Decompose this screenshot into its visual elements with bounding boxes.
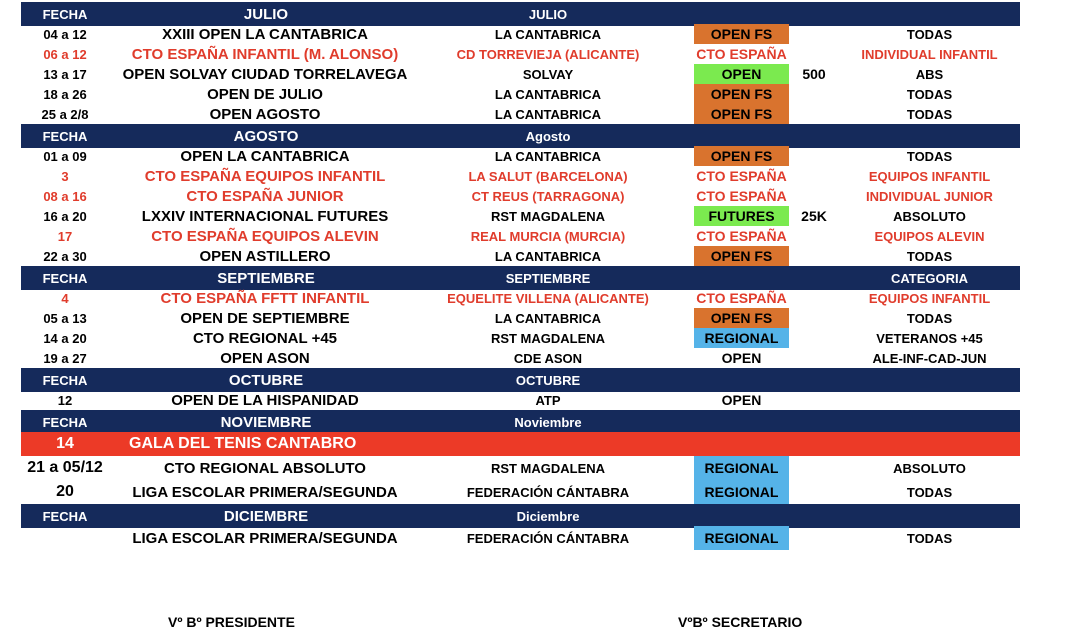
event-date: 4	[61, 290, 69, 306]
event-participants: ABSOLUTO	[893, 460, 966, 476]
event-name: OPEN DE JULIO	[207, 85, 323, 103]
event-name: OPEN DE LA HISPANIDAD	[171, 391, 359, 409]
header-month-label: SEPTIEMBRE	[217, 269, 315, 287]
event-row	[21, 288, 1020, 308]
event-category-badge: OPEN FS	[694, 246, 789, 266]
event-date: 13 a 17	[43, 66, 87, 82]
header-date-label: FECHA	[42, 270, 88, 286]
event-category-badge: OPEN	[721, 392, 762, 408]
header-month-label: AGOSTO	[233, 127, 299, 145]
event-extra	[789, 146, 839, 166]
event-participants	[839, 390, 1020, 410]
event-row	[21, 348, 1020, 368]
event-row	[21, 328, 1020, 348]
event-venue: ATP	[535, 392, 561, 408]
event-extra	[789, 104, 839, 124]
event-category-badge: REGIONAL	[694, 480, 789, 504]
event-row	[21, 246, 1020, 266]
event-category-badge: OPEN FS	[694, 24, 789, 44]
event-participants: INDIVIDUAL INFANTIL	[861, 46, 998, 62]
event-date: 21 a 05/12	[27, 459, 103, 476]
event-venue: LA CANTABRICA	[494, 86, 602, 102]
event-venue: LA CANTABRICA	[494, 106, 602, 122]
event-category-badge: OPEN FS	[694, 104, 789, 124]
event-venue: FEDERACIÓN CÁNTABRA	[466, 484, 630, 500]
event-participants: EQUIPOS ALEVIN	[874, 228, 985, 244]
event-name: CTO REGIONAL ABSOLUTO	[164, 459, 366, 477]
header-month-label: DICIEMBRE	[223, 507, 309, 525]
event-venue: SOLVAY	[522, 66, 574, 82]
event-name: CTO ESPAÑA EQUIPOS INFANTIL	[144, 167, 386, 185]
event-date: 08 a 16	[43, 188, 87, 204]
event-row	[21, 206, 1020, 226]
event-participants: TODAS	[906, 310, 953, 326]
event-participants: INDIVIDUAL JUNIOR	[866, 188, 993, 204]
event-participants: TODAS	[906, 530, 953, 546]
event-extra	[789, 348, 839, 368]
event-venue: LA CANTABRICA	[494, 310, 602, 326]
event-category-badge: OPEN FS	[694, 84, 789, 104]
event-category-badge: CTO ESPAÑA	[696, 188, 787, 204]
header-place-label: OCTUBRE	[515, 372, 581, 388]
event-category-badge: CTO ESPAÑA	[696, 228, 787, 244]
gala-date: 14	[56, 435, 74, 452]
event-venue: CD TORREVIEJA (ALICANTE)	[456, 46, 640, 62]
event-participants: EQUIPOS INFANTIL	[868, 168, 991, 184]
event-venue: REAL MURCIA (MURCIA)	[470, 228, 626, 244]
event-venue: LA CANTABRICA	[494, 148, 602, 164]
header-category-label	[839, 504, 1020, 528]
event-extra	[789, 246, 839, 266]
event-participants: TODAS	[906, 86, 953, 102]
header-place-label: JULIO	[528, 6, 568, 22]
header-place-label: Diciembre	[516, 508, 580, 524]
event-venue: LA CANTABRICA	[494, 26, 602, 42]
event-name: LIGA ESCOLAR PRIMERA/SEGUNDA	[132, 529, 398, 547]
event-row	[21, 146, 1020, 166]
event-participants: TODAS	[906, 484, 953, 500]
event-participants: ALE-INF-CAD-JUN	[872, 350, 987, 366]
event-participants: EQUIPOS INFANTIL	[868, 290, 991, 306]
event-row	[21, 104, 1020, 124]
event-row	[21, 186, 1020, 206]
secretary-signature-label: VºBº SECRETARIO	[678, 614, 803, 630]
event-participants: VETERANOS +45	[876, 330, 983, 346]
president-signature-label: Vº Bº PRESIDENTE	[168, 614, 295, 630]
header-place-label: Noviembre	[514, 414, 582, 430]
event-venue: LA SALUT (BARCELONA)	[468, 168, 628, 184]
event-date: 3	[61, 168, 69, 184]
event-name: CTO ESPAÑA FFTT INFANTIL	[160, 289, 370, 307]
event-venue: CDE ASON	[513, 350, 583, 366]
event-name: OPEN AGOSTO	[209, 105, 321, 123]
event-name: LIGA ESCOLAR PRIMERA/SEGUNDA	[132, 483, 398, 501]
event-name: XXIII OPEN LA CANTABRICA	[162, 25, 368, 43]
event-date: 14 a 20	[43, 330, 87, 346]
event-date: 16 a 20	[43, 208, 87, 224]
event-name: CTO ESPAÑA JUNIOR	[186, 187, 344, 205]
event-venue: EQUELITE VILLENA (ALICANTE)	[447, 290, 649, 306]
event-venue: RST MAGDALENA	[490, 208, 606, 224]
event-participants: ABS	[915, 66, 944, 82]
event-date: 05 a 13	[43, 310, 87, 326]
event-row	[21, 24, 1020, 44]
event-category-badge: REGIONAL	[694, 328, 789, 348]
event-row	[21, 308, 1020, 328]
event-name: LXXIV INTERNACIONAL FUTURES	[141, 207, 389, 225]
gala-row	[21, 432, 1020, 456]
event-extra	[789, 480, 839, 504]
header-category-label	[839, 368, 1020, 392]
event-venue: LA CANTABRICA	[494, 248, 602, 264]
header-date-label: FECHA	[42, 6, 88, 22]
header-month-label: NOVIEMBRE	[220, 413, 312, 431]
header-date-label: FECHA	[42, 372, 88, 388]
event-extra	[789, 186, 839, 206]
event-name: OPEN DE SEPTIEMBRE	[180, 309, 350, 327]
event-participants: TODAS	[906, 148, 953, 164]
event-date: 18 a 26	[43, 86, 87, 102]
event-extra: 25K	[801, 208, 827, 224]
event-date: 19 a 27	[43, 350, 87, 366]
event-venue: CT REUS (TARRAGONA)	[471, 188, 625, 204]
header-month-label: OCTUBRE	[228, 371, 304, 389]
event-name: OPEN SOLVAY CIUDAD TORRELAVEGA	[122, 65, 408, 83]
event-category-badge: FUTURES	[694, 206, 789, 226]
event-extra	[789, 328, 839, 348]
event-extra	[789, 390, 839, 410]
event-extra	[789, 226, 839, 246]
event-date: 25 a 2/8	[41, 106, 89, 122]
event-name: OPEN ASTILLERO	[199, 247, 331, 265]
event-extra	[789, 166, 839, 186]
header-place-label: Agosto	[525, 128, 571, 144]
event-row	[21, 480, 1020, 504]
event-category-badge: CTO ESPAÑA	[696, 168, 787, 184]
event-name: OPEN ASON	[220, 349, 310, 367]
event-category-badge: REGIONAL	[694, 526, 789, 550]
event-date: 22 a 30	[43, 248, 87, 264]
gala-event-name: GALA DEL TENIS CANTABRO	[129, 435, 357, 452]
event-date: 01 a 09	[43, 148, 87, 164]
header-category-label	[839, 410, 1020, 434]
event-extra	[789, 44, 839, 64]
event-venue: RST MAGDALENA	[490, 330, 606, 346]
header-category-label	[839, 2, 1020, 26]
header-date-label: FECHA	[42, 508, 88, 524]
event-category-badge: OPEN	[721, 350, 762, 366]
event-participants: TODAS	[906, 106, 953, 122]
event-category-badge: REGIONAL	[694, 456, 789, 480]
event-row	[21, 166, 1020, 186]
event-name: CTO ESPAÑA INFANTIL (M. ALONSO)	[131, 45, 399, 63]
event-extra	[789, 308, 839, 328]
header-date-label: FECHA	[42, 414, 88, 430]
event-venue: RST MAGDALENA	[490, 460, 606, 476]
event-venue: FEDERACIÓN CÁNTABRA	[466, 530, 630, 546]
event-participants: TODAS	[906, 248, 953, 264]
event-participants: TODAS	[906, 26, 953, 42]
event-extra	[789, 84, 839, 104]
event-category-badge: CTO ESPAÑA	[696, 290, 787, 306]
event-date: 17	[57, 228, 73, 244]
header-date-label: FECHA	[42, 128, 88, 144]
event-category-badge: OPEN FS	[694, 308, 789, 328]
event-date	[21, 526, 109, 550]
event-row	[21, 44, 1020, 64]
event-category-badge: CTO ESPAÑA	[696, 46, 787, 62]
event-extra: 500	[802, 66, 826, 82]
event-extra	[789, 288, 839, 308]
event-row	[21, 526, 1020, 550]
event-date: 04 a 12	[43, 26, 87, 42]
event-category-badge: OPEN	[694, 64, 789, 84]
header-category-label: CATEGORIA	[890, 270, 969, 286]
event-row	[21, 64, 1020, 84]
header-category-label	[839, 124, 1020, 148]
event-date: 06 a 12	[43, 46, 87, 62]
event-row	[21, 390, 1020, 410]
event-extra	[789, 526, 839, 550]
header-month-label: JULIO	[243, 5, 289, 23]
event-date: 20	[56, 483, 74, 500]
event-name: CTO REGIONAL +45	[192, 329, 338, 347]
event-category-badge: OPEN FS	[694, 146, 789, 166]
header-place-label: SEPTIEMBRE	[505, 270, 591, 286]
event-extra	[789, 456, 839, 480]
event-row	[21, 456, 1020, 480]
event-name: OPEN LA CANTABRICA	[180, 147, 350, 165]
event-row	[21, 84, 1020, 104]
event-extra	[789, 24, 839, 44]
event-date: 12	[57, 392, 73, 408]
event-row	[21, 226, 1020, 246]
event-participants: ABSOLUTO	[893, 208, 966, 224]
event-name: CTO ESPAÑA EQUIPOS ALEVIN	[151, 227, 379, 245]
